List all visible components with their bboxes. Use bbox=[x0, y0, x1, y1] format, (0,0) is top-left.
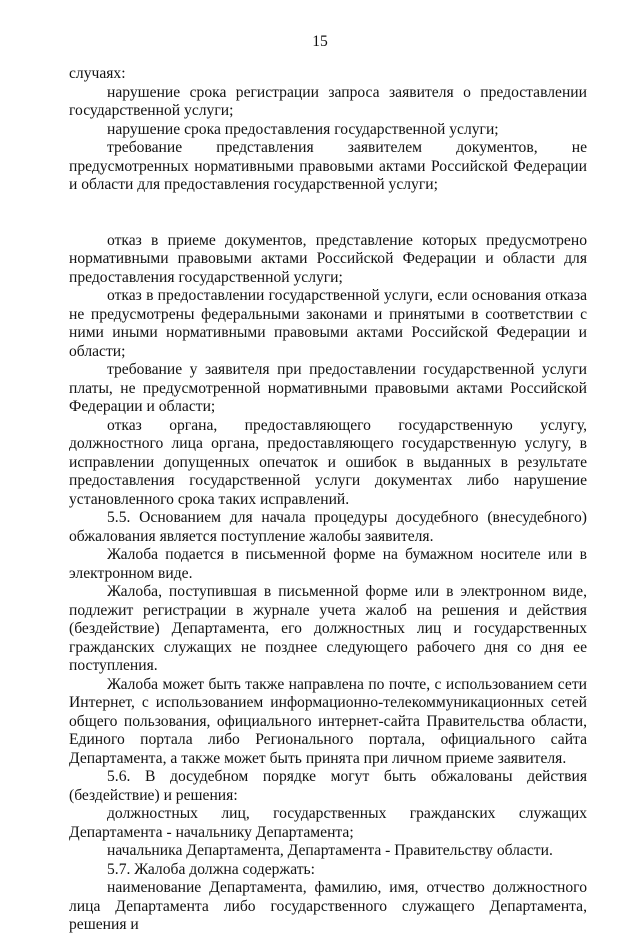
section-5-7-paragraph: 5.7. Жалоба должна содержать: bbox=[107, 860, 315, 878]
paragraph: отказ в приеме документов, представление которых предусмотрено нормативными правовыми актами Российской Федерации и области для предоставления государственной услуги; bbox=[69, 231, 587, 286]
paragraph: отказ органа, предоставляющего государственную услугу, должностного лица органа, предоставляющего государственную услугу, в исправлении допущенных опечаток и ошибок в выданных в результате предоставления государственной услуги документах либо нарушение установленного срока таких исправлений. bbox=[69, 416, 587, 508]
paragraph: начальника Департамента, Департамента - Правительству области. bbox=[107, 842, 553, 859]
paragraph: Жалоба, поступившая в письменной форме или в электронном виде, подлежит регистрации в журнале учета жалоб на решения и действия (бездействие) Департамента, его должностных лиц и государственных гражданских служащих не позднее следующего рабочего дня со дня ее поступления. bbox=[69, 583, 587, 674]
paragraph: Жалоба подается в письменной форме на бумажном носителе или в электронном виде. bbox=[69, 546, 587, 582]
paragraph: Жалоба может быть также направлена по почте, с использованием сети Интернет, с использованием информационно-телекоммуникационных сетей общего пользования, официального интернет-сайта Правительства области, Единого портала либо Регионального портала, официального сайта Департамента, а также может быть принята при личном приеме заявителя. bbox=[69, 675, 587, 767]
page-number: 15 bbox=[312, 33, 328, 50]
paragraph: должностных лиц, государственных гражданских служащих Департамента - начальнику Департамента; bbox=[69, 805, 587, 841]
paragraph: нарушение срока предоставления государственной услуги; bbox=[107, 120, 499, 138]
paragraph: нарушение срока регистрации запроса заявителя о предоставлении государственной услуги; bbox=[69, 83, 587, 119]
paragraph: случаях: bbox=[69, 65, 126, 82]
paragraph: требование у заявителя при предоставлении государственной услуги платы, не предусмотренной нормативными правовыми актами Российской Федерации и области; bbox=[69, 361, 587, 415]
section-5-5-paragraph: 5.5. Основанием для начала процедуры досудебного (внесудебного) обжалования является поступление жалобы заявителя. bbox=[69, 509, 587, 545]
document-body bbox=[69, 65, 587, 935]
paragraph: отказ в предоставлении государственной услуги, если основания отказа не предусмотрены федеральными законами и принятыми в соответствии с ними иными нормативными правовыми актами Российской Федерации и области; bbox=[69, 287, 587, 360]
section-5-6-paragraph: 5.6. В досудебном порядке могут быть обжалованы действия (бездействие) и решения: bbox=[69, 768, 587, 804]
paragraph: наименование Департамента, фамилию, имя, отчество должностного лица Департамента либо государственного служащего Департамента, решения и bbox=[69, 879, 587, 933]
paragraph: требование представления заявителем документов, не предусмотренных нормативными правовыми актами Российской Федерации и области для предоставления государственной услуги; bbox=[69, 139, 587, 193]
blank-gap bbox=[69, 195, 587, 232]
